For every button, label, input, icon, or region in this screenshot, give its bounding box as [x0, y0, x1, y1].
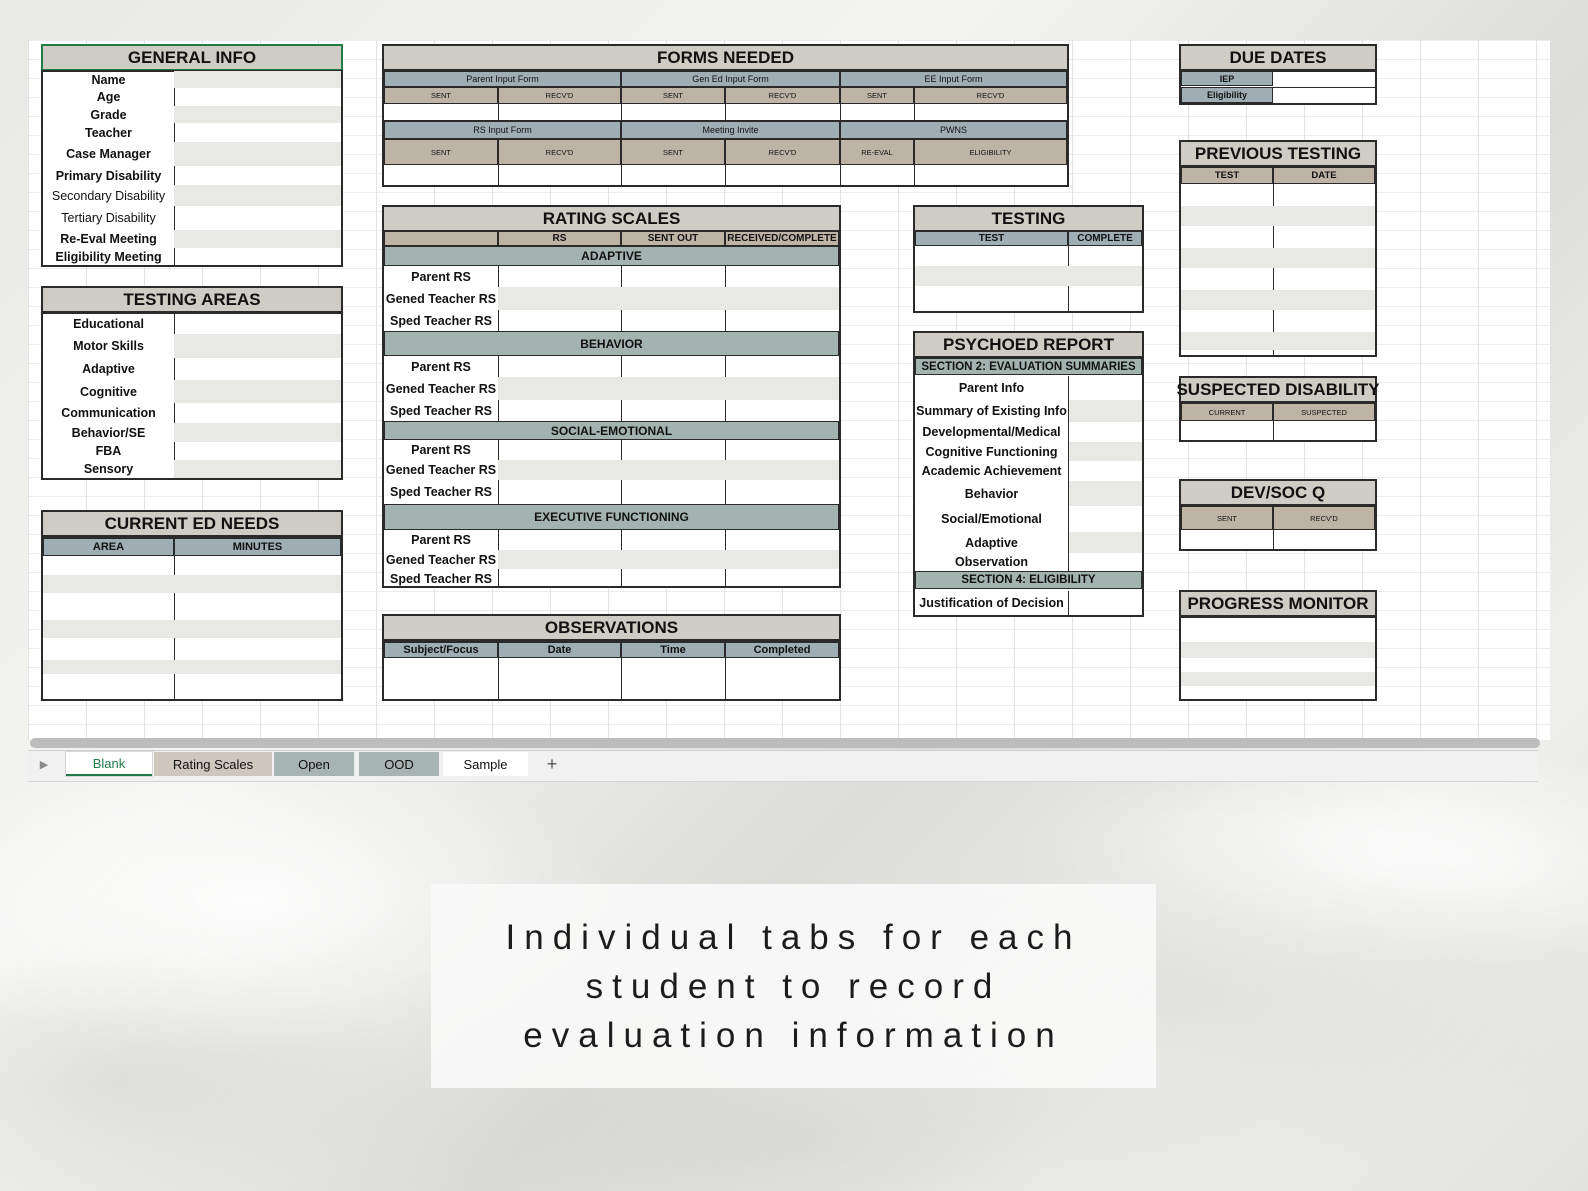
section-2-header: SECTION 2: EVALUATION SUMMARIES	[915, 358, 1142, 375]
prev-testing-row-stripe[interactable]	[1181, 206, 1375, 226]
recvd-header: RECV'D	[498, 87, 621, 104]
prev-date-column-header: DATE	[1273, 167, 1375, 184]
general-info-label: Age	[96, 90, 121, 104]
testing-area-value-stripe[interactable]	[174, 380, 341, 403]
sent-header: SENT	[384, 139, 498, 165]
testing-areas-header: TESTING AREAS	[41, 286, 343, 313]
rating-row-label: Parent RS	[411, 533, 471, 547]
testing-row-stripe[interactable]	[915, 266, 1142, 286]
rating-row-stripe[interactable]	[498, 377, 839, 400]
psychoed-row-label: Observation	[955, 555, 1028, 569]
rating-section-social-emotional: SOCIAL-EMOTIONAL	[384, 421, 839, 440]
progress-row-stripe[interactable]	[1181, 642, 1375, 658]
time-column-header: Time	[621, 642, 725, 658]
dev-soc-q-header: DEV/SOC Q	[1179, 479, 1377, 506]
rating-row-label: Parent RS	[411, 359, 471, 374]
progress-monitor-table	[1179, 616, 1377, 701]
psychoed-value-stripe[interactable]	[1069, 532, 1142, 553]
sheet-tab-blank[interactable]: Blank	[66, 752, 152, 776]
testing-area-label: Cognitive	[80, 384, 137, 399]
rating-row-label: Sped Teacher RS	[390, 313, 492, 328]
general-info-label: Teacher	[84, 125, 132, 140]
sheet-tab-ood[interactable]: OOD	[359, 752, 439, 776]
psychoed-row-label: Social/Emotional	[941, 512, 1042, 526]
dev-soc-recvd-header: RECV'D	[1273, 506, 1375, 530]
psychoed-value-stripe[interactable]	[1069, 481, 1142, 506]
rating-row-label: Sped Teacher RS	[390, 571, 492, 586]
general-info-label: Eligibility Meeting	[55, 250, 162, 264]
received-complete-column-header: RECEIVED/COMPLETE	[725, 231, 839, 246]
dev-soc-sent-header: SENT	[1181, 506, 1273, 530]
form-group-meeting-invite: Meeting Invite	[621, 121, 840, 139]
rating-row-stripe[interactable]	[498, 460, 839, 480]
sheet-tab-sample[interactable]: Sample	[443, 752, 528, 776]
rating-section-adaptive: ADAPTIVE	[384, 246, 839, 266]
completed-column-header: Completed	[725, 642, 839, 658]
sent-header: SENT	[840, 87, 914, 104]
prev-test-column-header: TEST	[1181, 167, 1273, 184]
testing-area-value-stripe[interactable]	[174, 460, 341, 478]
rating-row-label: Parent RS	[411, 443, 471, 457]
general-info-label: Secondary Disability	[51, 188, 166, 203]
ed-needs-row-stripe[interactable]	[43, 620, 341, 638]
testing-area-label: Communication	[61, 406, 156, 420]
form-group-gen-ed-input: Gen Ed Input Form	[621, 71, 840, 87]
ed-needs-row-stripe[interactable]	[43, 660, 341, 674]
rs-blank-header	[384, 231, 498, 246]
form-group-parent-input: Parent Input Form	[384, 71, 621, 87]
current-ed-needs-table	[41, 536, 343, 701]
test-column-header: TEST	[915, 231, 1068, 246]
ed-needs-row-stripe[interactable]	[43, 575, 341, 593]
due-date-label-eligibility: Eligibility	[1181, 87, 1273, 103]
rating-row-label: Gened Teacher RS	[385, 381, 497, 396]
area-column-header: AREA	[43, 538, 174, 556]
general-info-label: Tertiary Disability	[61, 211, 156, 225]
progress-row-stripe[interactable]	[1181, 672, 1375, 686]
psychoed-row-label: Adaptive	[965, 535, 1018, 550]
rating-row-label: Gened Teacher RS	[385, 552, 497, 567]
sent-header: SENT	[621, 139, 725, 165]
complete-column-header: COMPLETE	[1068, 231, 1142, 246]
caption-box	[431, 884, 1156, 1088]
form-group-ee-input: EE Input Form	[840, 71, 1067, 87]
testing-area-label: FBA	[95, 444, 122, 458]
previous-testing-header: PREVIOUS TESTING	[1179, 140, 1377, 167]
psychoed-value-stripe[interactable]	[1069, 442, 1142, 461]
rating-row-label: Sped Teacher RS	[390, 404, 492, 418]
psychoed-row-label: Parent Info	[958, 380, 1025, 395]
psychoed-value-stripe[interactable]	[1069, 400, 1142, 422]
testing-area-label: Sensory	[83, 462, 134, 476]
testing-area-value-stripe[interactable]	[174, 334, 341, 358]
due-dates-header: DUE DATES	[1179, 44, 1377, 71]
sheet-tab-bar	[28, 750, 1538, 782]
rating-row-label: Parent RS	[411, 269, 471, 284]
recvd-header: RECV'D	[914, 87, 1067, 104]
subject-focus-column-header: Subject/Focus	[384, 642, 498, 658]
sheet-tab-rating-scales[interactable]: Rating Scales	[154, 752, 272, 776]
sent-header: SENT	[384, 87, 498, 104]
sheet-tab-open[interactable]: Open	[274, 752, 354, 776]
suspected-column-header: SUSPECTED	[1273, 403, 1375, 421]
eligibility-header: ELIGIBILITY	[914, 139, 1067, 165]
general-info-value-stripe[interactable]	[174, 142, 341, 166]
psychoed-row-label: Developmental/Medical	[922, 425, 1061, 439]
rating-row-label: Gened Teacher RS	[385, 463, 497, 477]
rs-column-header: RS	[498, 231, 621, 246]
rating-section-executive-functioning: EXECUTIVE FUNCTIONING	[384, 504, 839, 530]
general-info-label: Case Manager	[66, 147, 151, 161]
general-info-header: GENERAL INFO	[41, 44, 343, 71]
psychoed-row-label: Behavior	[964, 486, 1019, 501]
testing-area-label: Adaptive	[82, 362, 135, 376]
psychoed-row-label: Academic Achievement	[921, 464, 1062, 478]
suspected-disability-header: SUSPECTED DISABILITY	[1179, 376, 1377, 403]
current-ed-needs-header: CURRENT ED NEEDS	[41, 510, 343, 537]
scroll-tabs-arrow-icon[interactable]: ▶	[39, 758, 49, 771]
general-info-value-stripe[interactable]	[174, 185, 341, 206]
general-info-label: Re-Eval Meeting	[60, 232, 157, 246]
form-group-pwns: PWNS	[840, 121, 1067, 139]
recvd-header: RECV'D	[725, 87, 840, 104]
testing-area-label: Educational	[73, 316, 144, 331]
re-eval-header: RE-EVAL	[840, 139, 914, 165]
date-column-header: Date	[498, 642, 621, 658]
general-info-label: Grade	[90, 107, 127, 122]
rating-row-stripe[interactable]	[498, 550, 839, 569]
caption-line-3: evaluation information	[523, 1015, 1064, 1055]
general-info-value-stripe[interactable]	[174, 106, 341, 123]
caption-line-1: Individual tabs for each	[505, 917, 1082, 957]
prev-testing-row-stripe[interactable]	[1181, 332, 1375, 350]
sent-header: SENT	[621, 87, 725, 104]
general-info-value-stripe[interactable]	[174, 71, 341, 88]
rating-row-label: Sped Teacher RS	[390, 485, 492, 499]
spreadsheet-grid[interactable]	[28, 40, 1550, 740]
justification-label: Justification of Decision	[919, 595, 1064, 610]
general-info-label: Primary Disability	[55, 168, 162, 183]
due-date-label-iep: IEP	[1181, 71, 1273, 86]
general-info-value-stripe[interactable]	[174, 230, 341, 248]
psychoed-row-label: Cognitive Functioning	[925, 444, 1058, 459]
progress-monitor-header: PROGRESS MONITOR	[1179, 590, 1377, 617]
general-info-label: Name	[91, 72, 126, 87]
psychoed-report-header: PSYCHOED REPORT	[913, 331, 1144, 358]
testing-area-label: Behavior/SE	[71, 425, 146, 440]
add-sheet-button[interactable]: +	[546, 753, 558, 774]
form-group-rs-input: RS Input Form	[384, 121, 621, 139]
section-4-header: SECTION 4: ELIGIBILITY	[915, 571, 1142, 589]
rating-section-behavior: BEHAVIOR	[384, 331, 839, 356]
recvd-header: RECV'D	[498, 139, 621, 165]
psychoed-row-label: Summary of Existing Info	[916, 404, 1067, 418]
rating-row-stripe[interactable]	[498, 287, 839, 310]
forms-needed-header: FORMS NEEDED	[382, 44, 1069, 71]
minutes-column-header: MINUTES	[174, 538, 341, 556]
caption-line-2: student to record	[585, 966, 1002, 1006]
testing-area-label: Motor Skills	[73, 339, 144, 353]
observations-header: OBSERVATIONS	[382, 614, 841, 641]
prev-testing-row-stripe[interactable]	[1181, 248, 1375, 268]
current-column-header: CURRENT	[1181, 403, 1273, 421]
testing-header: TESTING	[913, 205, 1144, 232]
rating-scales-header: RATING SCALES	[382, 205, 841, 232]
rating-row-label: Gened Teacher RS	[385, 291, 497, 306]
recvd-header: RECV'D	[725, 139, 840, 165]
prev-testing-row-stripe[interactable]	[1181, 290, 1375, 310]
horizontal-scrollbar[interactable]	[30, 738, 1540, 748]
sent-out-column-header: SENT OUT	[621, 231, 725, 246]
testing-area-value-stripe[interactable]	[174, 423, 341, 442]
